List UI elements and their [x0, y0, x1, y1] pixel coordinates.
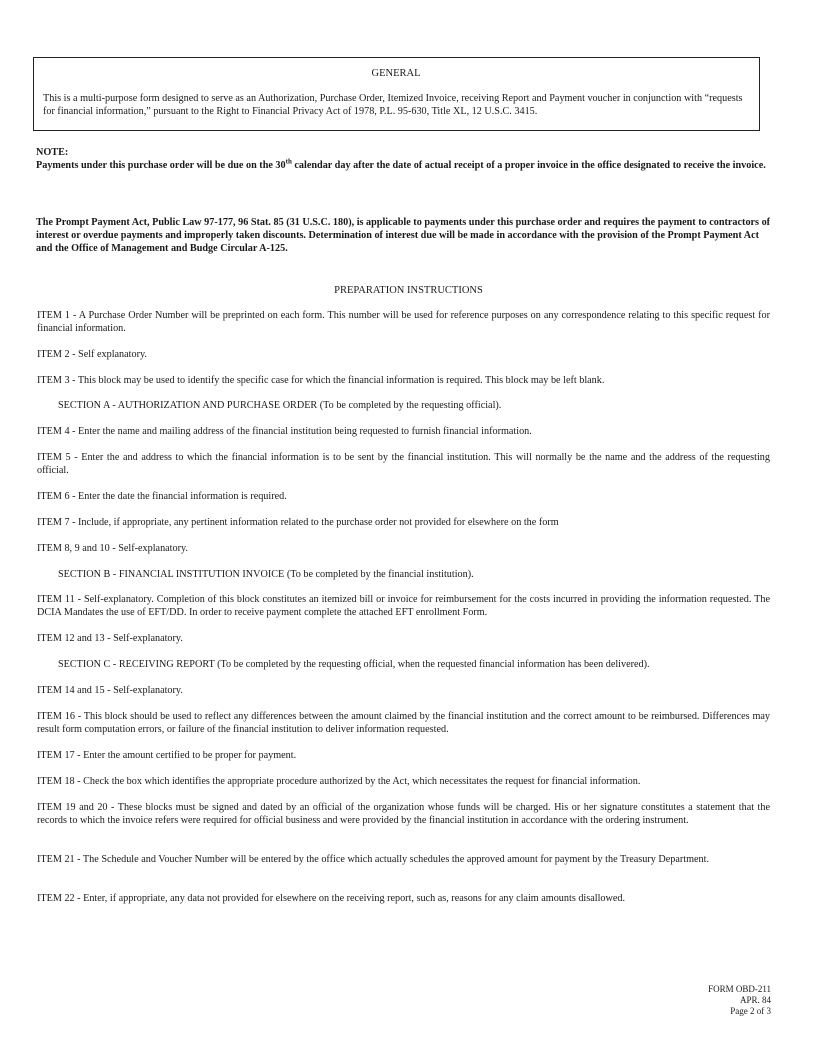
item-17: ITEM 17 - Enter the amount certified to be proper for payment.	[37, 750, 297, 761]
item-3: ITEM 3 - This block may be used to identify the specific case for which the financial information is required. This block may be left blank.	[37, 375, 605, 386]
item-12-13: ITEM 12 and 13 - Self-explanatory.	[37, 633, 183, 644]
item-2: ITEM 2 - Self explanatory.	[37, 349, 147, 360]
note-label: NOTE:	[36, 147, 69, 158]
general-box	[33, 57, 760, 131]
section-a-heading: SECTION A - AUTHORIZATION AND PURCHASE ORDER (To be completed by the requesting official).	[58, 400, 502, 411]
section-b-heading: SECTION B - FINANCIAL INSTITUTION INVOICE (To be completed by the financial institution).	[58, 569, 474, 580]
item-16: ITEM 16 - This block should be used to reflect any differences between the amount claimed by the financial institution and the correct amount to be reimbursed. Differences may result form computation errors, or failure of the financial institution to deliver information requested.	[37, 711, 770, 735]
general-title: GENERAL	[371, 68, 421, 79]
form-date: APR. 84	[739, 995, 771, 1005]
note-text: Payments under this purchase order will be due on the 30th calendar day after the date of actual receipt of a proper invoice in the office designated to receive the invoice.	[36, 157, 766, 171]
item-22: ITEM 22 - Enter, if appropriate, any data not provided for elsewhere on the receiving report, such as, reasons for any claim amounts disallowed.	[37, 893, 626, 904]
general-text: This is a multi-purpose form designed to serve as an Authorization, Purchase Order, Itemized Invoice, receiving Report and Payment voucher in conjunction with “requests for financial information,” pursuant to the Right to Financial Privacy Act of 1978, P.L. 95-630, Title XL, 12 U.S.C. 3415.	[43, 93, 743, 117]
form-number: FORM OBD-211	[708, 984, 771, 994]
item-6: ITEM 6 - Enter the date the financial information is required.	[37, 491, 287, 502]
preparation-instructions-title: PREPARATION INSTRUCTIONS	[334, 285, 483, 296]
item-14-15: ITEM 14 and 15 - Self-explanatory.	[37, 685, 183, 696]
item-11: ITEM 11 - Self-explanatory. Completion of this block constitutes an itemized bill or invoice for reimbursement for the costs incurred in providing the information requested. The DCIA Mandates the use of EFT/DD. In order to receive payment complete the attached EFT enrollment Form.	[37, 594, 770, 618]
item-1: ITEM 1 - A Purchase Order Number will be preprinted on each form. This number will be used for reference purposes on any correspondence relating to this specific request for financial information.	[37, 310, 770, 334]
section-c-heading: SECTION C - RECEIVING REPORT (To be completed by the requesting official, when the requested financial information has been delivered).	[58, 659, 650, 670]
item-7: ITEM 7 - Include, if appropriate, any pertinent information related to the purchase order not provided for elsewhere on the form	[37, 517, 559, 528]
prompt-payment-text: The Prompt Payment Act, Public Law 97-177, 96 Stat. 85 (31 U.S.C. 180), is applicable to payments under this purchase order and requires the payment to contractors of interest or overdue payments and improperly taken discounts. Determination of interest due will be made in accordance with the provision of the Prompt Payment Act and the Office of Management and Budge Circular A-125.	[36, 217, 771, 254]
item-8-9-10: ITEM 8, 9 and 10 - Self-explanatory.	[37, 543, 188, 554]
form-footer	[708, 984, 771, 1017]
item-21: ITEM 21 - The Schedule and Voucher Number will be entered by the office which actually schedules the approved amount for payment by the Treasury Department.	[37, 854, 709, 865]
page-number: Page 2 of 3	[730, 1006, 771, 1016]
item-4: ITEM 4 - Enter the name and mailing address of the financial institution being requested to furnish financial information.	[37, 426, 532, 437]
item-18: ITEM 18 - Check the box which identifies the appropriate procedure authorized by the Act, which necessitates the request for financial information.	[37, 776, 641, 787]
item-5: ITEM 5 - Enter the and address to which the financial information is to be sent by the financial institution. This will normally be the name and the address of the requesting official.	[37, 452, 770, 476]
item-19-20: ITEM 19 and 20 - These blocks must be signed and dated by an official of the organization whose funds will be charged. His or her signature constitutes a statement that the records to which the invoice refers were required for official business and were provided by the financial institution in accordance with the ordering instrument.	[37, 802, 770, 826]
